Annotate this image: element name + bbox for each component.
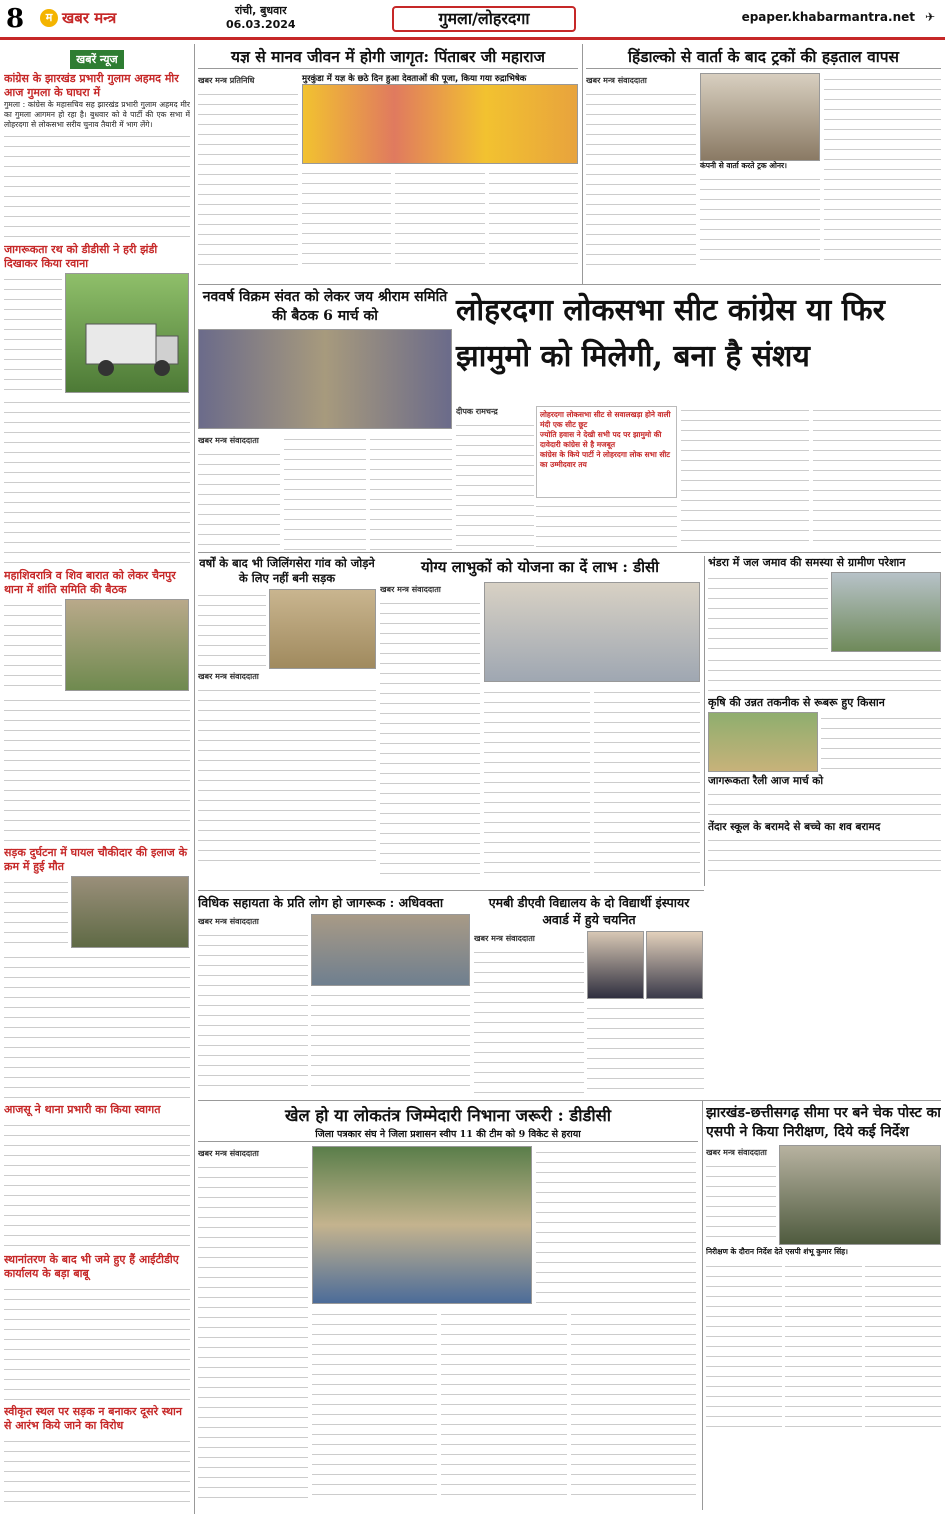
mbdav-story — [474, 894, 704, 1099]
story7-body — [4, 1435, 190, 1510]
dc-scheme-photo — [484, 582, 700, 682]
brand-logo — [40, 8, 116, 28]
krishi-headline: कृषि की उन्नत तकनीक से रूबरू हुए किसान — [708, 696, 885, 709]
samvat-body-2 — [284, 433, 366, 550]
news-tag: खबरें न्यूज — [70, 50, 123, 69]
dc-scheme-story — [380, 556, 700, 886]
village-road-body-2 — [198, 684, 376, 864]
checkpost-body-1 — [706, 1160, 776, 1240]
bhandra-headline: भंडरा में जल जमाव की समस्या से ग्रामीण परेशान — [708, 556, 906, 569]
story4-body — [4, 951, 190, 1101]
sports-body-5 — [571, 1308, 696, 1498]
samvat-photo — [198, 329, 452, 429]
page-number: 8 — [6, 4, 25, 34]
right-top-body-1 — [586, 88, 696, 268]
story1-headline: कांग्रेस के झारखंड प्रभारी गुलाम अहमद मीर आज गुमला के घाघरा में — [4, 72, 179, 99]
section-title: गुमला/लोहरदगा — [392, 6, 576, 32]
dc-scheme-body-1 — [380, 597, 480, 877]
story6-headline: स्थानांतरण के बाद भी जमे हुए हैं आईटीडीए कार्यालय के बड़ा बाबू — [4, 1253, 179, 1281]
center-top-headline: यज्ञ से मानव जीवन में होगी जागृत: पिंताबर जी महाराज — [198, 46, 578, 69]
bhandra-body-2 — [708, 654, 941, 694]
dc-scheme-byline: खबर मन्त्र संवाददाता — [380, 585, 441, 594]
right-mid-stories — [708, 556, 941, 886]
story2-body-left — [4, 273, 62, 393]
bhandra-body — [708, 572, 828, 652]
legal-aid-story — [198, 894, 470, 1099]
samvat-body-3 — [370, 433, 452, 550]
lead-body-4 — [813, 404, 941, 549]
lead-body-3 — [681, 404, 809, 549]
story4-photo — [71, 876, 189, 948]
school-body — [708, 834, 941, 874]
legal-aid-byline: खबर मन्त्र संवाददाता — [198, 917, 259, 926]
right-top-headline: हिंडाल्को से वार्ता के बाद ट्रकों की हड़ताल वापस — [586, 46, 941, 69]
story2-photo — [65, 273, 189, 393]
checkpost-body-4 — [865, 1260, 941, 1435]
lead-highlights — [536, 406, 677, 498]
lead-byline: दीपक रामचन्द्र — [456, 407, 498, 416]
vehicle-photo-icon — [66, 274, 189, 393]
dc-scheme-body-2 — [484, 686, 590, 874]
story1-body-cont — [4, 130, 190, 240]
mbdav-body-2 — [587, 1002, 704, 1094]
center-top-photo — [302, 84, 578, 164]
village-road-photo — [269, 589, 376, 669]
legal-aid-body-2 — [311, 989, 470, 1089]
brand-logo-icon: म — [40, 9, 58, 27]
city-date — [226, 4, 296, 32]
rally-headline: जागरूकता रैली आज मार्च को — [708, 775, 824, 787]
lead-headline: लोहरदगा लोकसभा सीट कांग्रेस या फिर झामुमो को मिलेगी, बना है संशय — [456, 293, 885, 374]
checkpost-photo — [779, 1145, 941, 1245]
row-divider — [198, 552, 941, 553]
lead-headline-box — [456, 288, 941, 396]
column-divider — [702, 1100, 703, 1510]
story4-body-left — [4, 876, 68, 948]
story5-body — [4, 1119, 190, 1251]
checkpost-body-2 — [706, 1260, 782, 1435]
sports-byline: खबर मन्त्र संवाददाता — [198, 1149, 259, 1158]
sports-body-4 — [441, 1308, 566, 1498]
samvat-headline: नववर्ष विक्रम संवत को लेकर जय श्रीराम समिति की बैठक 6 मार्च को — [202, 289, 448, 324]
sports-headline: खेल हो या लोकतंत्र जिम्मेदारी निभाना जरूरी : डीडीसी — [284, 1106, 612, 1125]
right-top-photo-caption: कंपनी से वार्ता करते ट्रक ओनर। — [700, 161, 787, 170]
school-headline: तेंदार स्कूल के बरामदे से बच्चे का शव बरामद — [708, 821, 881, 833]
student-photo-1 — [587, 931, 644, 999]
column-divider — [582, 44, 583, 284]
center-top-body-4 — [489, 167, 578, 267]
right-top-body-3 — [824, 73, 941, 269]
lead-highlight-3: कांग्रेस के किये पार्टी ने लोहरदगा लोक सभा सीट का उम्मीदवार तय — [540, 450, 670, 469]
mbdav-byline: खबर मन्त्र संवाददाता — [474, 934, 535, 943]
lead-highlight-2: ज्योति हवास ने देखी सभी पद पर झामुमो की दावेदारी कांग्रेस से है मजबूत — [540, 430, 662, 449]
epaper-url[interactable]: epaper.khabarmantra.net — [741, 10, 915, 24]
story2-headline: जागरूकता रथ को डीडीसी ने हरी झंडी दिखाकर किया रवाना — [4, 243, 158, 271]
sports-story — [198, 1104, 698, 1510]
legal-aid-headline: विधिक सहायता के प्रति लोग हो जागरूक : अधिवक्ता — [198, 895, 444, 910]
lead-body — [456, 404, 534, 549]
center-top-photo-caption: मुरकुंडा में यज्ञ के छठे दिन हुआ देवताओं की पूजा, किया गया रुद्राभिषेक — [302, 74, 527, 84]
story3-headline: महाशिवरात्रि व शिव बारात को लेकर चैनपुर थाना में शांति समिति की बैठक — [4, 569, 176, 597]
krishi-body — [821, 712, 941, 772]
village-road-body-1 — [198, 589, 266, 669]
story6-body — [4, 1283, 190, 1403]
brand-name: खबर मन्त्र — [62, 9, 117, 27]
legal-aid-photo — [311, 914, 470, 986]
checkpost-photo-caption: निरीक्षण के दौरान निर्देश देते एसपी शंभू कुमार सिंह। — [706, 1247, 848, 1256]
mbdav-body-1 — [474, 946, 584, 1096]
story7-headline: स्वीकृत स्थल पर सड़क न बनाकर दूसरे स्थान से आरंभ किये जाने का विरोध — [4, 1405, 182, 1433]
dc-scheme-headline: योग्य लाभुकों को योजना का दें लाभ : डीसी — [420, 558, 660, 576]
story3-photo — [65, 599, 189, 691]
center-top-story — [198, 46, 578, 281]
center-top-body-3 — [395, 167, 484, 267]
checkpost-byline: खबर मन्त्र संवाददाता — [706, 1148, 767, 1157]
sports-body-1 — [198, 1161, 308, 1501]
story3-body — [4, 694, 190, 844]
mbdav-headline: एमबी डीएवी विद्यालय के दो विद्यार्थी इंस्पायर अवार्ड में हुये चयनित — [488, 895, 690, 927]
sports-photo-1 — [312, 1146, 532, 1304]
center-top-byline: खबर मन्त्र प्रतिनिधि — [198, 76, 255, 85]
right-top-byline: खबर मन्त्र संवाददाता — [586, 76, 647, 85]
lead-highlight-1: लोहरदगा लोकसभा सीट से सवालखड़ा होने वाली मंदी एक सीट छूट — [540, 410, 671, 429]
samvat-story — [198, 288, 452, 550]
row-divider — [198, 284, 941, 285]
right-top-story — [586, 46, 941, 281]
story3-body-left — [4, 599, 62, 691]
right-top-body-2 — [700, 173, 820, 265]
center-top-body-1 — [198, 88, 298, 268]
left-column — [4, 48, 190, 1510]
story2-body — [4, 396, 190, 566]
right-top-photo — [700, 73, 820, 161]
masthead — [0, 0, 945, 40]
samvat-body-1 — [198, 448, 280, 550]
story4-headline: सड़क दुर्घटना में घायल चौकीदार की इलाज के क्रम में हुई मौत — [4, 846, 188, 874]
legal-aid-body-1 — [198, 929, 308, 1089]
lead-body-1 — [456, 419, 534, 547]
bird-icon: ✈ — [924, 10, 935, 24]
city: रांची, बुधवार — [234, 4, 287, 17]
village-road-byline: खबर मन्त्र संवाददाता — [198, 672, 259, 681]
story5-headline: आजसू ने थाना प्रभारी का किया स्वागत — [4, 1103, 161, 1117]
dc-scheme-body-3 — [594, 686, 700, 874]
sports-body-2 — [536, 1146, 696, 1304]
bhandra-photo — [831, 572, 941, 652]
row-divider — [198, 1100, 941, 1101]
sports-subhead: जिला पत्रकार संघ ने जिला प्रशासन स्वीप 11 की टीम को 9 विकेट से हराया — [198, 1128, 698, 1142]
student-photo-2 — [646, 931, 703, 999]
lead-body-2 — [536, 500, 677, 548]
column-divider — [704, 556, 705, 886]
village-road-story — [198, 556, 376, 886]
samvat-byline: खबर मन्त्र संवाददाता — [198, 436, 259, 445]
checkpost-body-3 — [785, 1260, 861, 1435]
date: 06.03.2024 — [226, 18, 296, 31]
sports-body-3 — [312, 1308, 437, 1498]
village-road-headline: वर्षों के बाद भी जिलिंगसेरा गांव को जोड़ने के लिए नहीं बनी सड़क — [199, 556, 375, 585]
checkpost-story — [706, 1104, 941, 1510]
checkpost-headline: झारखंड-छत्तीसगढ़ सीमा पर बने चेक पोस्ट का एसपी ने किया निरीक्षण, दिये कई निर्देश — [706, 1105, 941, 1140]
story1-body: गुमला : कांग्रेस के महासचिव सह झारखंड प्रभारी गुलाम अहमद मीर का गुमला आगमन हो रहा है। बुधवार को वे पार्टी की एक सभा में लोहरदगा से लोकसभा सरीय चुनाव तैयारी में भाग लेंगे। — [4, 100, 190, 130]
krishi-photo — [708, 712, 818, 772]
center-top-body-2 — [302, 167, 391, 267]
rally-body — [708, 788, 941, 818]
column-divider — [194, 44, 195, 1514]
row-divider — [198, 890, 704, 891]
